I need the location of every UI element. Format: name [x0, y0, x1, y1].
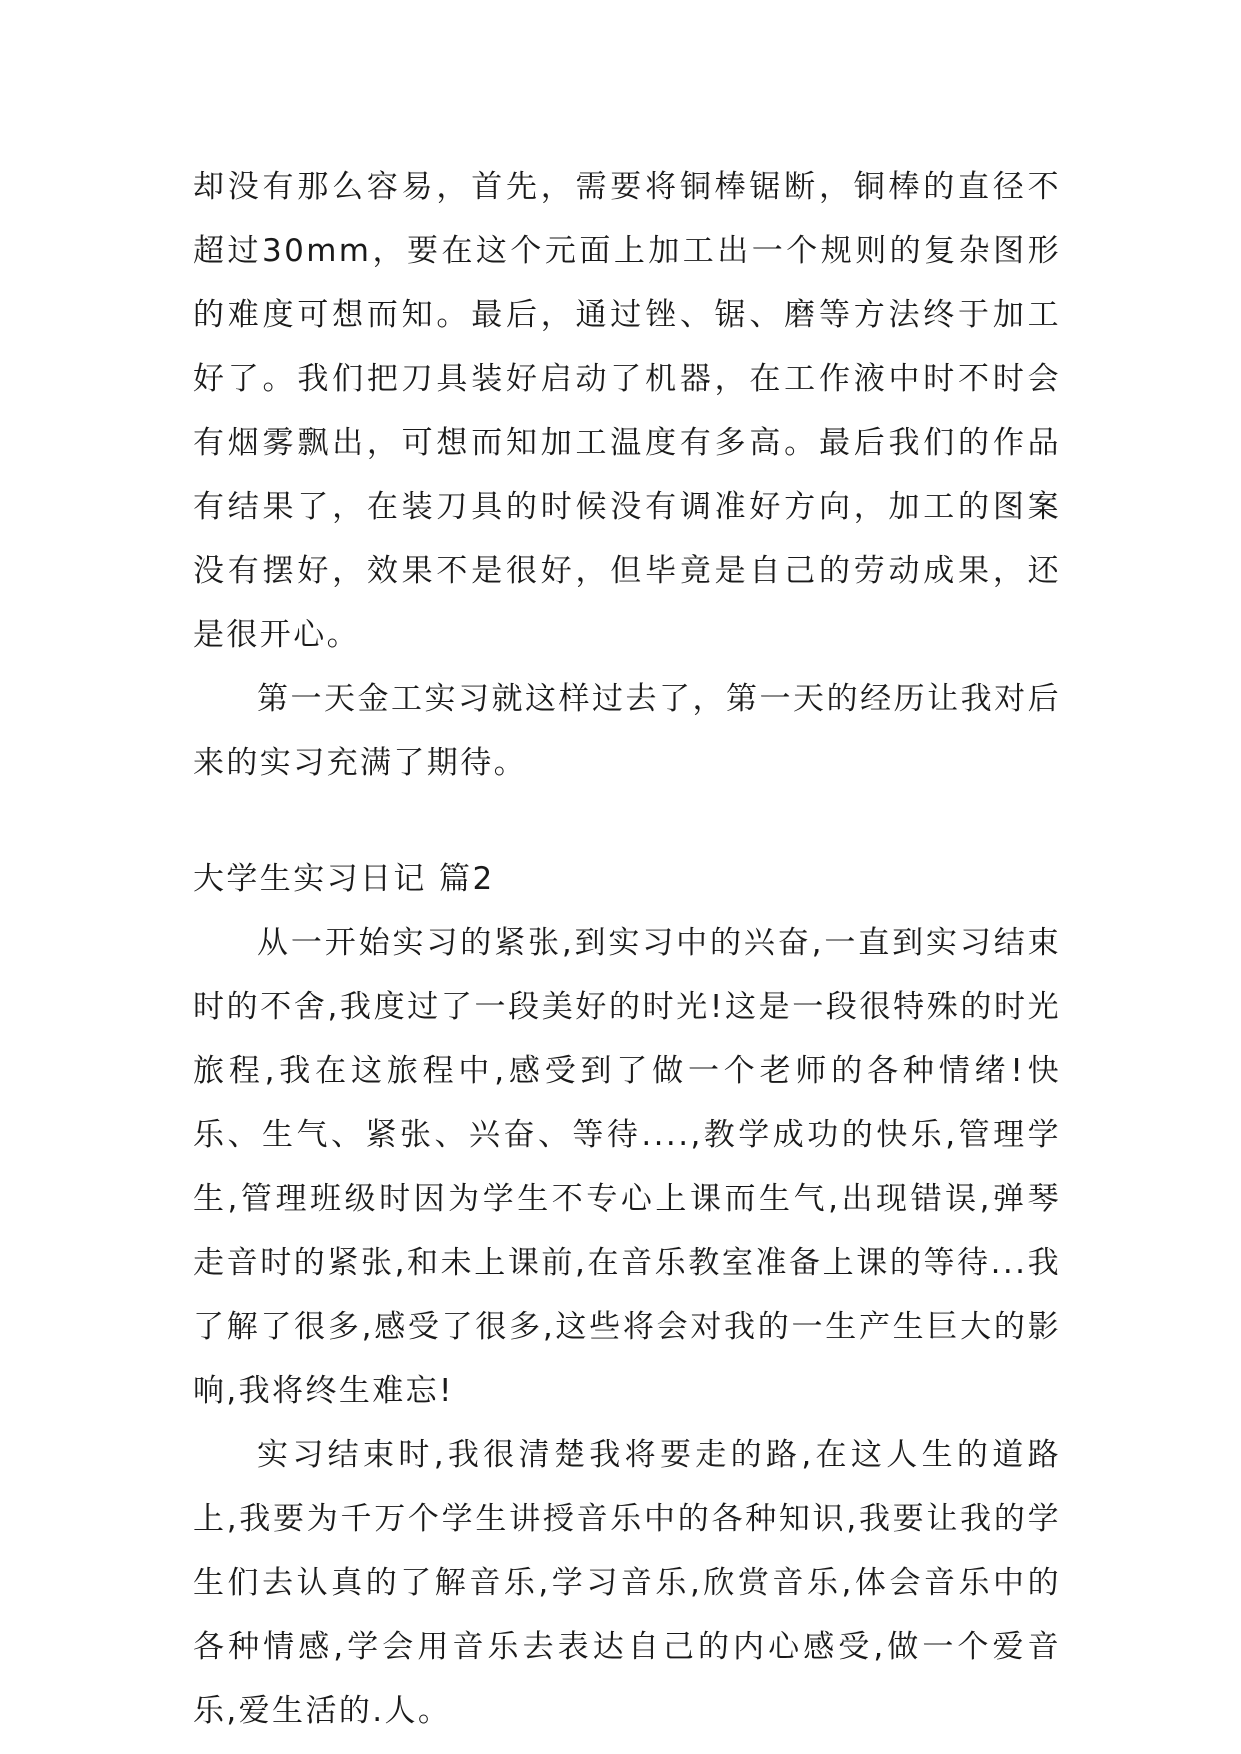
continued-paragraph: 却没有那么容易，首先，需要将铜棒锯断，铜棒的直径不超过30mm，要在这个元面上加工出一个规则的复杂图形的难度可想而知。最后，通过锉、锯、磨等方法终于加工好了。我们把刀具装好启动了机器，在工作液中时不时会有烟雾飘出，可想而知加工温度有多高。最后我们的作品有结果了，在装刀具的时候没有调准好方向，加工的图案没有摆好，效果不是很好，但毕竟是自己的劳动成果，还是很开心。 — [193, 169, 1061, 653]
section-spacer — [193, 795, 1061, 847]
section-title: 大学生实习日记 篇2 — [193, 861, 495, 897]
closing-paragraph: 第一天金工实习就这样过去了，第一天的经历让我对后来的实习充满了期待。 — [193, 681, 1061, 781]
section-paragraph-2: 实习结束时,我很清楚我将要走的路,在这人生的道路上,我要为千万个学生讲授音乐中的各种知识,我要让我的学生们去认真的了解音乐,学习音乐,欣赏音乐,体会音乐中的各种情感,学会用音乐去表达自己的内心感受,做一个爱音乐,爱生活的.人。 — [193, 1437, 1061, 1729]
document-body — [193, 155, 1061, 1743]
section-paragraph-1: 从一开始实习的紧张,到实习中的兴奋,一直到实习结束时的不舍,我度过了一段美好的时光!这是一段很特殊的时光旅程,我在这旅程中,感受到了做一个老师的各种情绪!快乐、生气、紧张、兴奋、等待....,教学成功的快乐,管理学生,管理班级时因为学生不专心上课而生气,出现错误,弹琴走音时的紧张,和未上课前,在音乐教室准备上课的等待...我了解了很多,感受了很多,这些将会对我的一生产生巨大的影响,我将终生难忘! — [193, 925, 1061, 1409]
